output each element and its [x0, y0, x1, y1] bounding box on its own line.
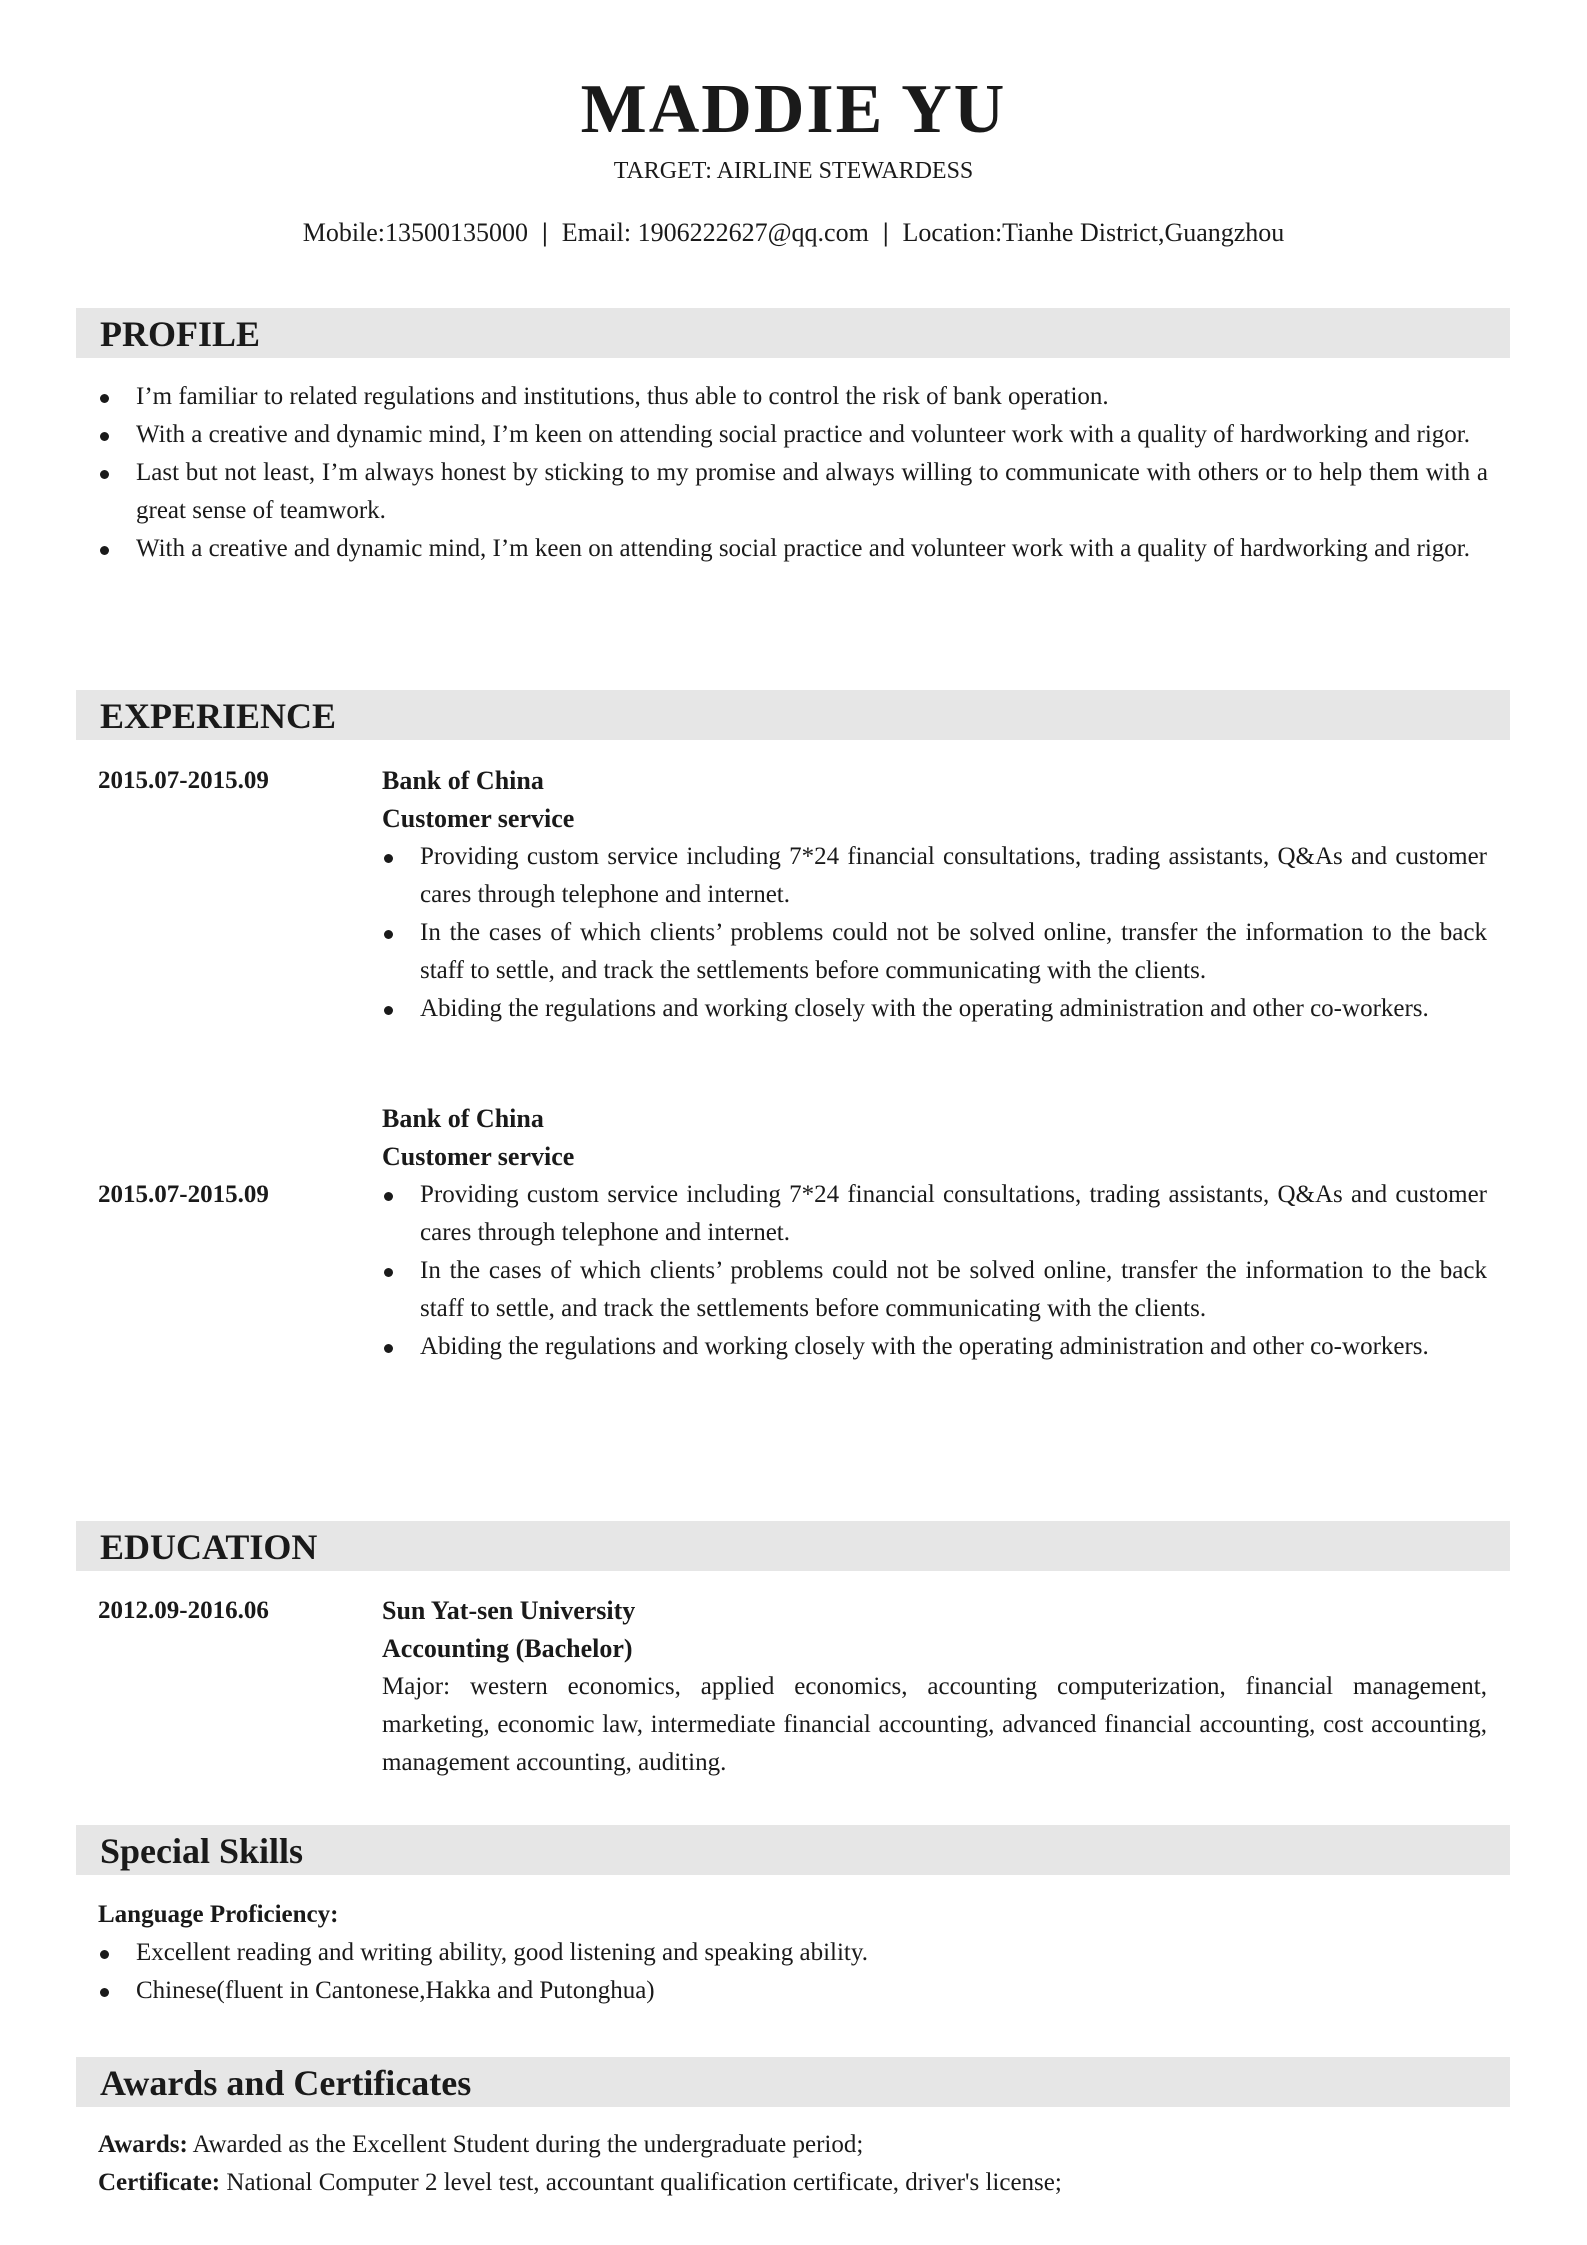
experience-section-header	[76, 690, 1510, 740]
experience-duties	[382, 1176, 1487, 1366]
profile-section-header	[76, 308, 1510, 358]
list-item: Last but not least, I’m always honest by sticking to my promise and always willing to communicate with others or to help them with a great sense of teamwork.	[98, 454, 1488, 530]
awards-section-header	[76, 2057, 1510, 2107]
experience-date: 2015.07-2015.09	[98, 767, 269, 794]
candidate-name: MADDIE YU	[580, 71, 1007, 148]
degree: Accounting (Bachelor)	[382, 1634, 633, 1663]
experience-date: 2015.07-2015.09	[98, 1181, 269, 1208]
awards-label: Awards:	[98, 2131, 188, 2158]
list-item: Providing custom service including 7*24 financial consultations, trading assistants, Q&As and customer cares through telephone and internet.	[382, 838, 1487, 914]
list-item: Chinese(fluent in Cantonese,Hakka and Putonghua)	[98, 1972, 1488, 2010]
profile-list	[98, 378, 1488, 568]
list-item: With a creative and dynamic mind, I’m keen on attending social practice and volunteer work with a quality of hardworking and rigor.	[98, 416, 1488, 454]
awards-line	[98, 2126, 863, 2164]
section-title: EDUCATION	[100, 1527, 318, 1567]
list-item: Abiding the regulations and working closely with the operating administration and other co-workers.	[382, 1328, 1487, 1366]
school-name: Sun Yat-sen University	[382, 1596, 636, 1625]
awards-text: Awarded as the Excellent Student during the undergraduate period;	[187, 2131, 864, 2158]
certificate-label: Certificate:	[98, 2169, 221, 2196]
list-item: Abiding the regulations and working closely with the operating administration and other co-workers.	[382, 990, 1487, 1028]
mobile: Mobile:13500135000	[302, 218, 529, 247]
separator: |	[542, 218, 548, 247]
section-title: EXPERIENCE	[100, 696, 337, 736]
job-role: Customer service	[382, 804, 575, 833]
location: Location:Tianhe District,Guangzhou	[902, 218, 1285, 247]
list-item: I’m familiar to related regulations and institutions, thus able to control the risk of bank operation.	[98, 378, 1488, 416]
list-item: With a creative and dynamic mind, I’m keen on attending social practice and volunteer work with a quality of hardworking and rigor.	[98, 530, 1488, 568]
company-name: Bank of China	[382, 766, 544, 795]
certificate-text: National Computer 2 level test, accountant qualification certificate, driver's license;	[220, 2169, 1062, 2196]
list-item: In the cases of which clients’ problems could not be solved online, transfer the information to the back staff to settle, and track the settlements before communicating with the clients.	[382, 1252, 1487, 1328]
job-role: Customer service	[382, 1142, 575, 1171]
job-target: TARGET: AIRLINE STEWARDESS	[613, 158, 974, 184]
major-description: Major: western economics, applied economics, accounting computerization, financial management, marketing, economic law, intermediate financial accounting, advanced financial accounting, cost accounting, management accounting, auditing.	[382, 1673, 1487, 1776]
separator: |	[882, 218, 889, 247]
experience-duties	[382, 838, 1487, 1028]
section-title: Special Skills	[100, 1831, 304, 1871]
email: Email: 1906222627@qq.com	[561, 218, 869, 247]
section-title: Awards and Certificates	[100, 2063, 472, 2103]
list-item: Excellent reading and writing ability, good listening and speaking ability.	[98, 1934, 1488, 1972]
education-date: 2012.09-2016.06	[98, 1597, 269, 1624]
skills-subtitle: Language Proficiency:	[98, 1901, 339, 1928]
section-title: PROFILE	[100, 314, 261, 354]
education-section-header	[76, 1521, 1510, 1571]
list-item: In the cases of which clients’ problems could not be solved online, transfer the information to the back staff to settle, and track the settlements before communicating with the clients.	[382, 914, 1487, 990]
skills-list	[98, 1934, 1488, 2010]
company-name: Bank of China	[382, 1104, 544, 1133]
contact-line	[0, 216, 1587, 250]
list-item: Providing custom service including 7*24 financial consultations, trading assistants, Q&As and customer cares through telephone and internet.	[382, 1176, 1487, 1252]
skills-section-header	[76, 1825, 1510, 1875]
certificate-line	[98, 2164, 1062, 2202]
